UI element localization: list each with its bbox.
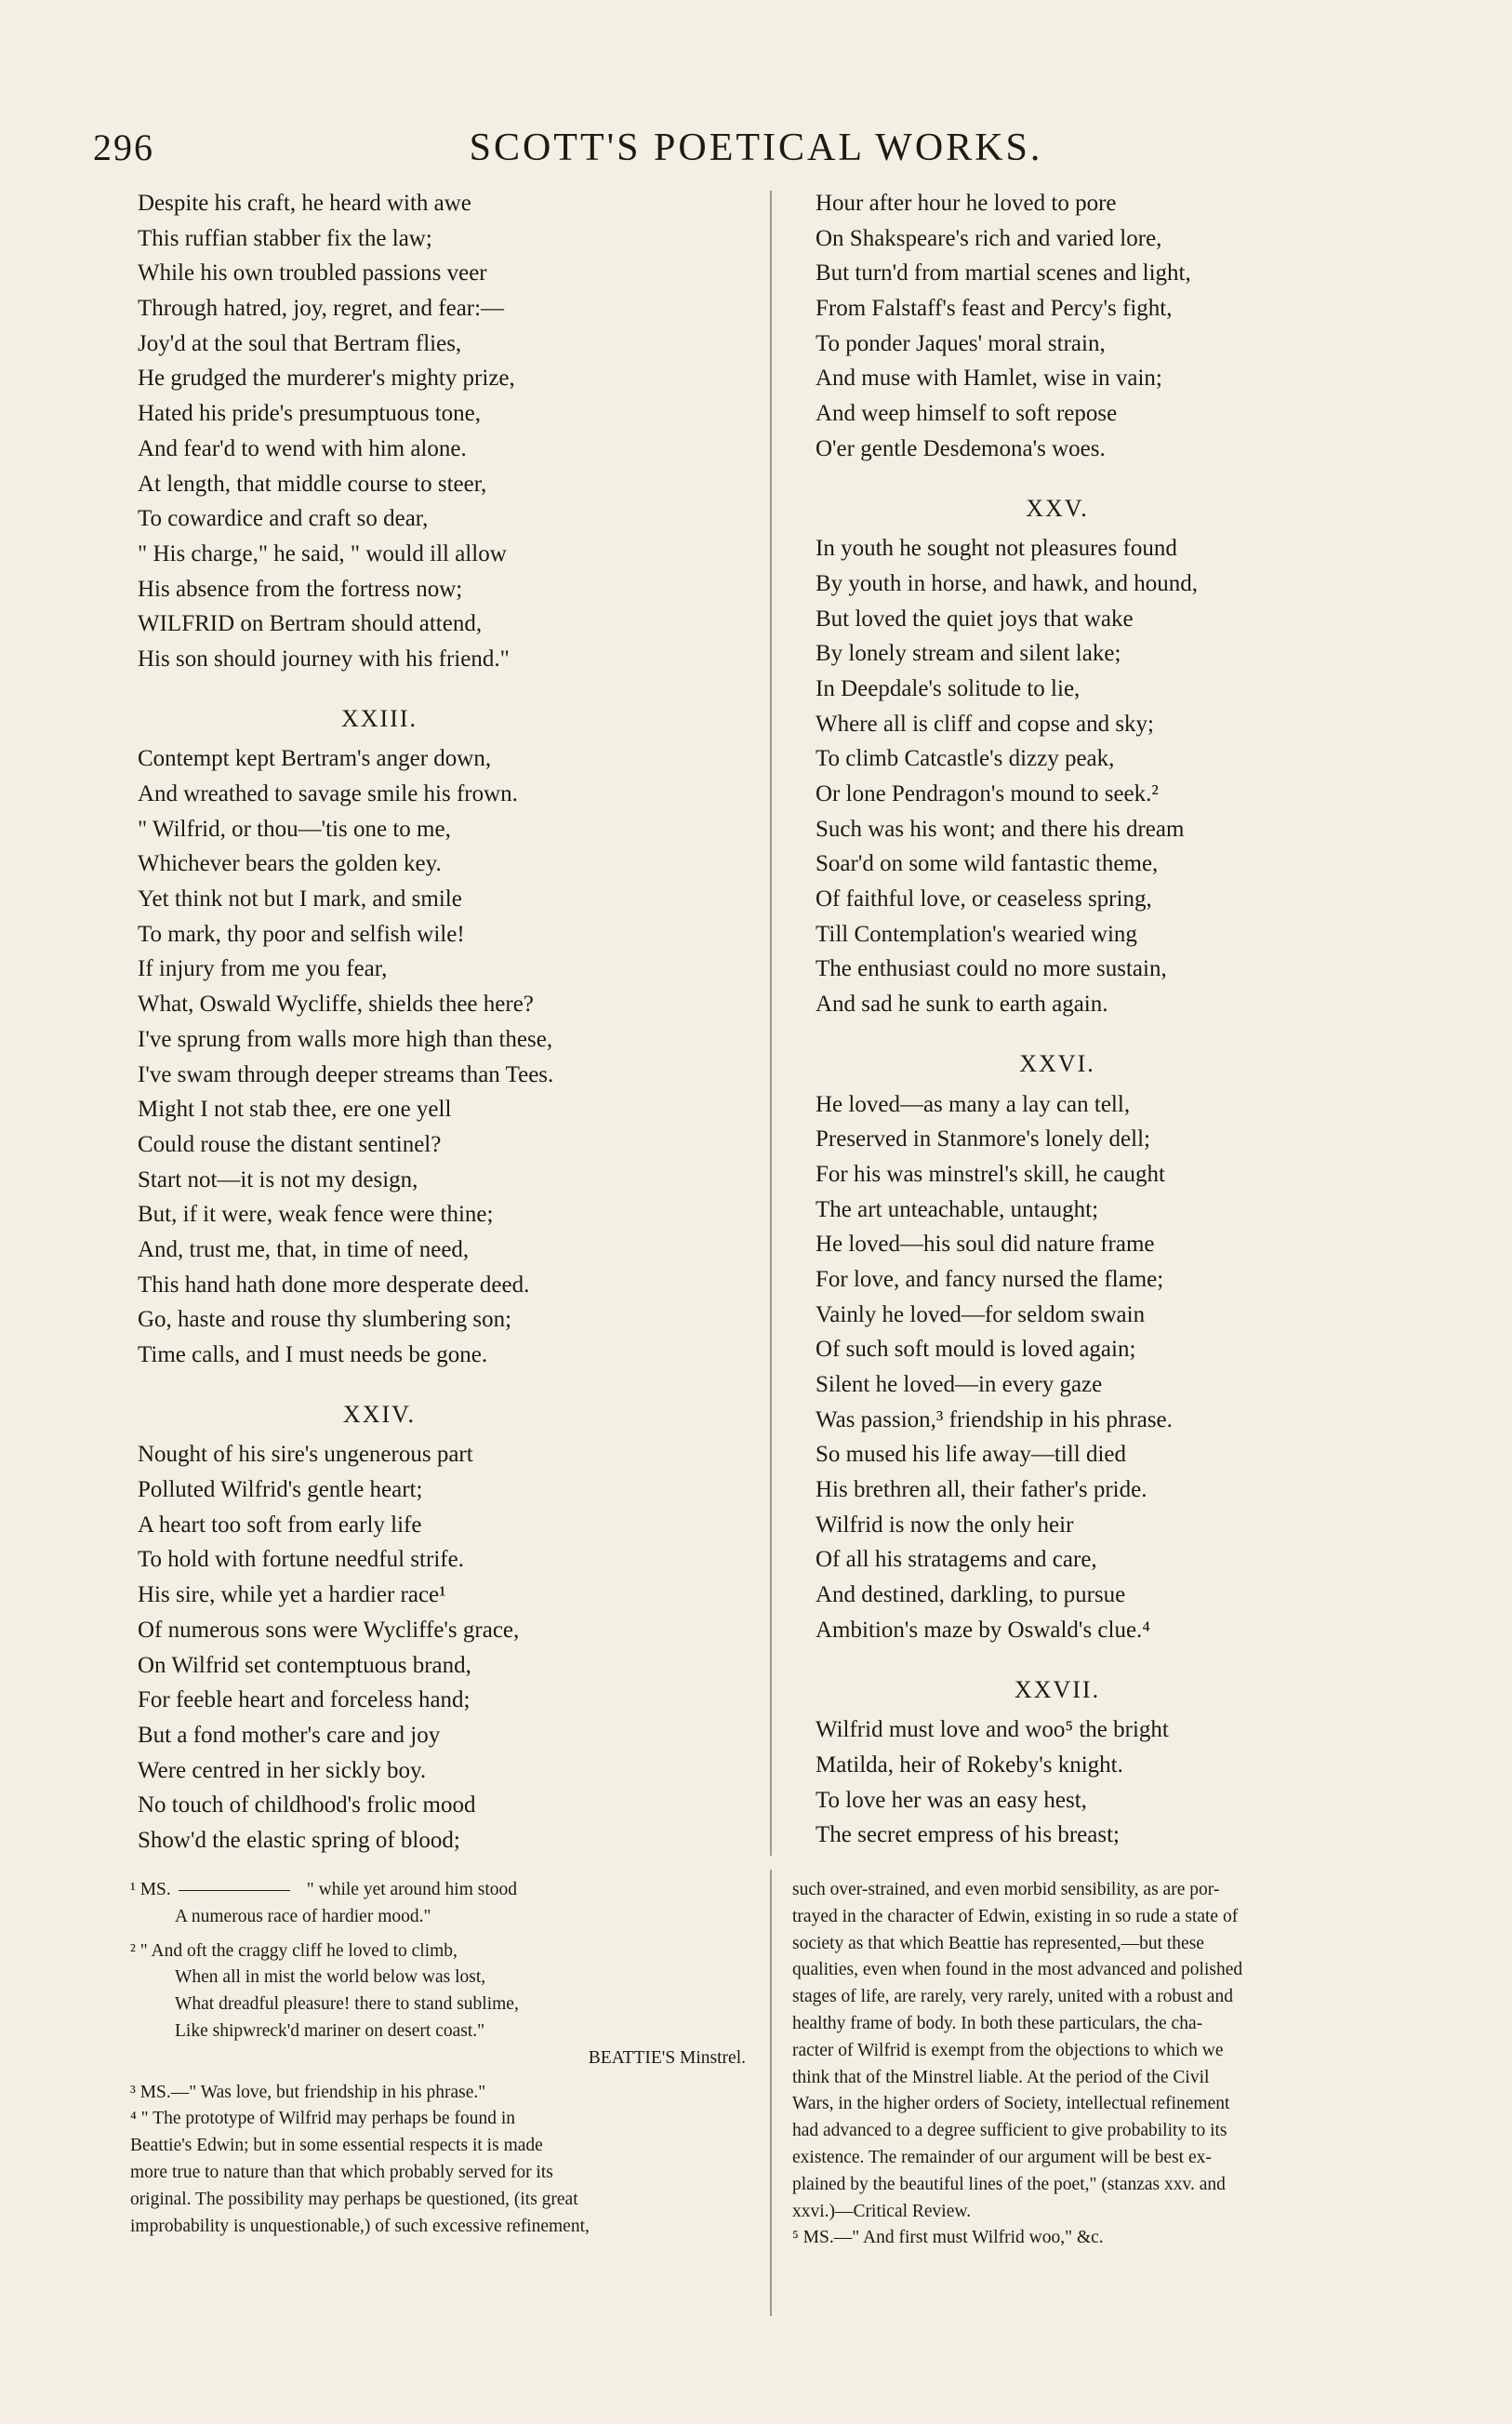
footnote-3: ³ MS.—" Was love, but friendship in his phrase.": [130, 2082, 486, 2102]
poem-line: Could rouse the distant sentinel?: [138, 1131, 442, 1157]
poem-line: And wreathed to savage smile his frown.: [138, 781, 518, 806]
poem-line: And muse with Hamlet, wise in vain;: [816, 366, 1162, 392]
poem-line: Of faithful love, or ceaseless spring,: [816, 886, 1152, 912]
footnote-continuation-line: racter of Wilfrid is exempt from the objections to which we: [792, 2040, 1224, 2060]
footnote-4-line: Beattie's Edwin; but in some essential respects it is made: [130, 2136, 543, 2156]
poem-line: On Wilfrid set contemptuous brand,: [138, 1652, 471, 1678]
poem-line: Were centred in her sickly boy.: [138, 1757, 427, 1783]
poem-line: His sire, while yet a hardier race¹: [138, 1582, 446, 1608]
poem-line: But loved the quiet joys that wake: [816, 606, 1134, 632]
poem-line: For his was minstrel's skill, he caught: [816, 1161, 1166, 1187]
poem-line: And fear'd to wend with him alone.: [138, 435, 467, 461]
poem-line: Of such soft mould is loved again;: [816, 1337, 1136, 1363]
poem-line: Time calls, and I must needs be gone.: [138, 1342, 488, 1367]
poem-line: For love, and fancy nursed the flame;: [816, 1266, 1164, 1292]
poem-line: Wilfrid must love and woo⁵ the bright: [816, 1717, 1169, 1743]
footnote-continuation-line: qualities, even when found in the most advanced and polished: [792, 1960, 1243, 1980]
page-number: 296: [93, 127, 154, 168]
poem-line: And weep himself to soft repose: [816, 401, 1118, 427]
poem-line: But, if it were, weak fence were thine;: [138, 1202, 494, 1228]
poem-line: He loved—his soul did nature frame: [816, 1232, 1155, 1258]
footnote-continuation-line: plained by the beautiful lines of the poet," (stanzas xxv. and: [792, 2174, 1226, 2194]
poem-line: To mark, thy poor and selfish wile!: [138, 921, 465, 947]
poem-line: Yet think not but I mark, and smile: [138, 886, 462, 912]
poem-line: To cowardice and craft so dear,: [138, 506, 429, 532]
column-divider: [770, 191, 772, 1856]
poem-line: He loved—as many a lay can tell,: [816, 1091, 1131, 1117]
poem-line: By lonely stream and silent lake;: [816, 641, 1121, 667]
footnote-continuation-line: xxvi.)—Critical Review.: [792, 2201, 972, 2221]
stanza-heading: XXVII.: [1014, 1675, 1101, 1703]
poem-line: Or lone Pendragon's mound to seek.²: [816, 781, 1159, 806]
footnote-4-line: ⁴ " The prototype of Wilfrid may perhaps be found in: [130, 2109, 515, 2129]
poem-line: Such was his wont; and there his dream: [816, 816, 1185, 842]
poem-line: On Shakspeare's rich and varied lore,: [816, 225, 1162, 251]
footnotes-right: [792, 1877, 1425, 2252]
poem-line: And, trust me, that, in time of need,: [138, 1236, 470, 1262]
poem-line: I've swam through deeper streams than Tees.: [138, 1061, 554, 1087]
poem-line: At length, that middle course to steer,: [138, 471, 487, 497]
poem-line: Of numerous sons were Wycliffe's grace,: [138, 1617, 520, 1643]
poem-line: Contempt kept Bertram's anger down,: [138, 746, 492, 772]
footnote-4: [130, 2106, 763, 2240]
left-poem-column: [138, 186, 733, 1858]
poem-line: In Deepdale's solitude to lie,: [816, 675, 1081, 701]
poem-line: WILFRID on Bertram should attend,: [138, 611, 483, 637]
footnote-column-divider: [770, 1870, 772, 2316]
footnote-continuation-line: society as that which Beattie has represented,—but these: [792, 1933, 1204, 1953]
footnote-dash: [179, 1890, 290, 1891]
poem-line: A heart too soft from early life: [138, 1512, 422, 1538]
stanza-heading: XXIII.: [340, 704, 418, 732]
poem-line: But turn'd from martial scenes and light,: [816, 260, 1191, 286]
footnote-2-source: BEATTIE'S Minstrel.: [588, 2047, 746, 2068]
poem-line: Despite his craft, he heard with awe: [138, 191, 471, 216]
poem-line: Whichever bears the golden key.: [138, 851, 442, 877]
poem-line: Might I not stab thee, ere one yell: [138, 1097, 452, 1123]
poem-line: The art unteachable, untaught;: [816, 1196, 1099, 1222]
footnote-5: ⁵ MS.—" And first must Wilfrid woo," &c.: [792, 2228, 1104, 2248]
footnote-continuation-line: existence. The remainder of our argument will be best ex-: [792, 2147, 1212, 2167]
poem-line: His brethren all, their father's pride.: [816, 1477, 1147, 1503]
footnotes-left: [130, 1877, 763, 2240]
poem-line: His absence from the fortress now;: [138, 576, 463, 602]
footnote-1-line-2: A numerous race of hardier mood.": [175, 1906, 431, 1926]
footnote-continuation-line: such over-strained, and even morbid sensibility, as are por-: [792, 1880, 1220, 1899]
poem-line: To climb Catcastle's dizzy peak,: [816, 746, 1115, 772]
poem-line: Where all is cliff and copse and sky;: [816, 711, 1155, 737]
poem-line: By youth in horse, and hawk, and hound,: [816, 570, 1199, 596]
poem-line: Till Contemplation's wearied wing: [816, 921, 1137, 947]
poem-line: I've sprung from walls more high than these,: [138, 1026, 553, 1052]
poem-line: In youth he sought not pleasures found: [816, 536, 1177, 562]
poem-line: O'er gentle Desdemona's woes.: [816, 435, 1106, 461]
poem-line: But a fond mother's care and joy: [138, 1722, 441, 1748]
poem-line: Through hatred, joy, regret, and fear:—: [138, 296, 505, 322]
poem-line: This ruffian stabber fix the law;: [138, 225, 432, 251]
poem-line: The secret empress of his breast;: [816, 1822, 1120, 1848]
poem-line: Show'd the elastic spring of blood;: [138, 1827, 460, 1853]
poem-line: Wilfrid is now the only heir: [816, 1512, 1074, 1538]
footnote-4-line: more true to nature than that which probably served for its: [130, 2162, 553, 2182]
poem-line: Start not—it is not my design,: [138, 1166, 418, 1192]
poem-line: And destined, darkling, to pursue: [816, 1582, 1126, 1608]
running-title: SCOTT'S POETICAL WORKS.: [469, 127, 1043, 169]
poem-line: From Falstaff's feast and Percy's fight,: [816, 296, 1173, 322]
poem-line: Go, haste and rouse thy slumbering son;: [138, 1307, 512, 1333]
footnote-2-line-1: ² " And oft the craggy cliff he loved to climb,: [130, 1940, 458, 1961]
poem-line: Soar'd on some wild fantastic theme,: [816, 851, 1159, 877]
poem-line: Ambition's maze by Oswald's clue.⁴: [816, 1617, 1151, 1643]
poem-line: So mused his life away—till died: [816, 1442, 1126, 1468]
poem-line: " Wilfrid, or thou—'tis one to me,: [138, 816, 451, 842]
footnote-continuation-line: think that of the Minstrel liable. At the period of the Civil: [792, 2067, 1210, 2087]
footnote-2-line-3: What dreadful pleasure! there to stand sublime,: [175, 1994, 519, 2015]
footnote-4-line: improbability is unquestionable,) of such excessive refinement,: [130, 2216, 590, 2236]
stanza-heading: XXIV.: [342, 1400, 417, 1428]
poem-line: Matilda, heir of Rokeby's knight.: [816, 1751, 1123, 1778]
poem-line: Vainly he loved—for seldom swain: [816, 1301, 1146, 1327]
poem-line: Hated his pride's presumptuous tone,: [138, 401, 482, 427]
poem-line: And sad he sunk to earth again.: [816, 992, 1108, 1018]
footnote-continuation-line: stages of life, are rarely, very rarely, united with a robust and: [792, 1987, 1233, 2007]
footnote-continuation-line: trayed in the character of Edwin, existing in so rude a state of: [792, 1906, 1239, 1926]
poem-line: The enthusiast could no more sustain,: [816, 956, 1167, 982]
poem-line: He grudged the murderer's mighty prize,: [138, 366, 515, 392]
page-header: [0, 126, 1512, 181]
poem-line: Nought of his sire's ungenerous part: [138, 1442, 473, 1468]
poem-line: For feeble heart and forceless hand;: [138, 1687, 471, 1713]
poem-line: To ponder Jaques' moral strain,: [816, 330, 1106, 356]
poem-line: Polluted Wilfrid's gentle heart;: [138, 1477, 423, 1503]
poem-line: Silent he loved—in every gaze: [816, 1372, 1103, 1397]
right-poem-column: [816, 186, 1411, 1853]
footnote-1-mark: ¹ MS.: [130, 1880, 171, 1899]
poem-line: No touch of childhood's frolic mood: [138, 1792, 476, 1818]
stanza-heading: XXVI.: [1019, 1049, 1095, 1077]
footnote-4-line: original. The possibility may perhaps be questioned, (its great: [130, 2189, 578, 2209]
footnote-continuation-line: had advanced to a degree sufficient to give probability to its: [792, 2121, 1227, 2141]
poem-line: What, Oswald Wycliffe, shields thee here?: [138, 992, 534, 1018]
footnote-1-line-1: [130, 1877, 763, 1904]
poem-line: If injury from me you fear,: [138, 956, 388, 982]
stanza-heading: XXV.: [1026, 494, 1089, 522]
poem-line: His son should journey with his friend.": [138, 646, 510, 672]
poem-line: Joy'd at the soul that Bertram flies,: [138, 330, 462, 356]
poem-line: Preserved in Stanmore's lonely dell;: [816, 1126, 1150, 1152]
poem-line: To love her was an easy hest,: [816, 1787, 1087, 1813]
poem-line: This hand hath done more desperate deed.: [138, 1272, 530, 1298]
poem-line: Hour after hour he loved to pore: [816, 191, 1117, 216]
poem-line: To hold with fortune needful strife.: [138, 1547, 464, 1573]
poem-line: Of all his stratagems and care,: [816, 1547, 1097, 1573]
footnote-continuation-line: Wars, in the higher orders of Society, intellectual refinement: [792, 2094, 1230, 2114]
poem-line: While his own troubled passions veer: [138, 260, 487, 286]
footnote-continuation-line: healthy frame of body. In both these particulars, the cha-: [792, 2013, 1203, 2033]
poem-line: " His charge," he said, " would ill allow: [138, 540, 507, 566]
footnote-1-text: " while yet around him stood: [306, 1880, 518, 1899]
poem-line: Was passion,³ friendship in his phrase.: [816, 1406, 1173, 1432]
footnote-2-line-4: Like shipwreck'd mariner on desert coast.": [175, 2020, 485, 2041]
footnote-2-line-2: When all in mist the world below was lost,: [175, 1967, 486, 1988]
